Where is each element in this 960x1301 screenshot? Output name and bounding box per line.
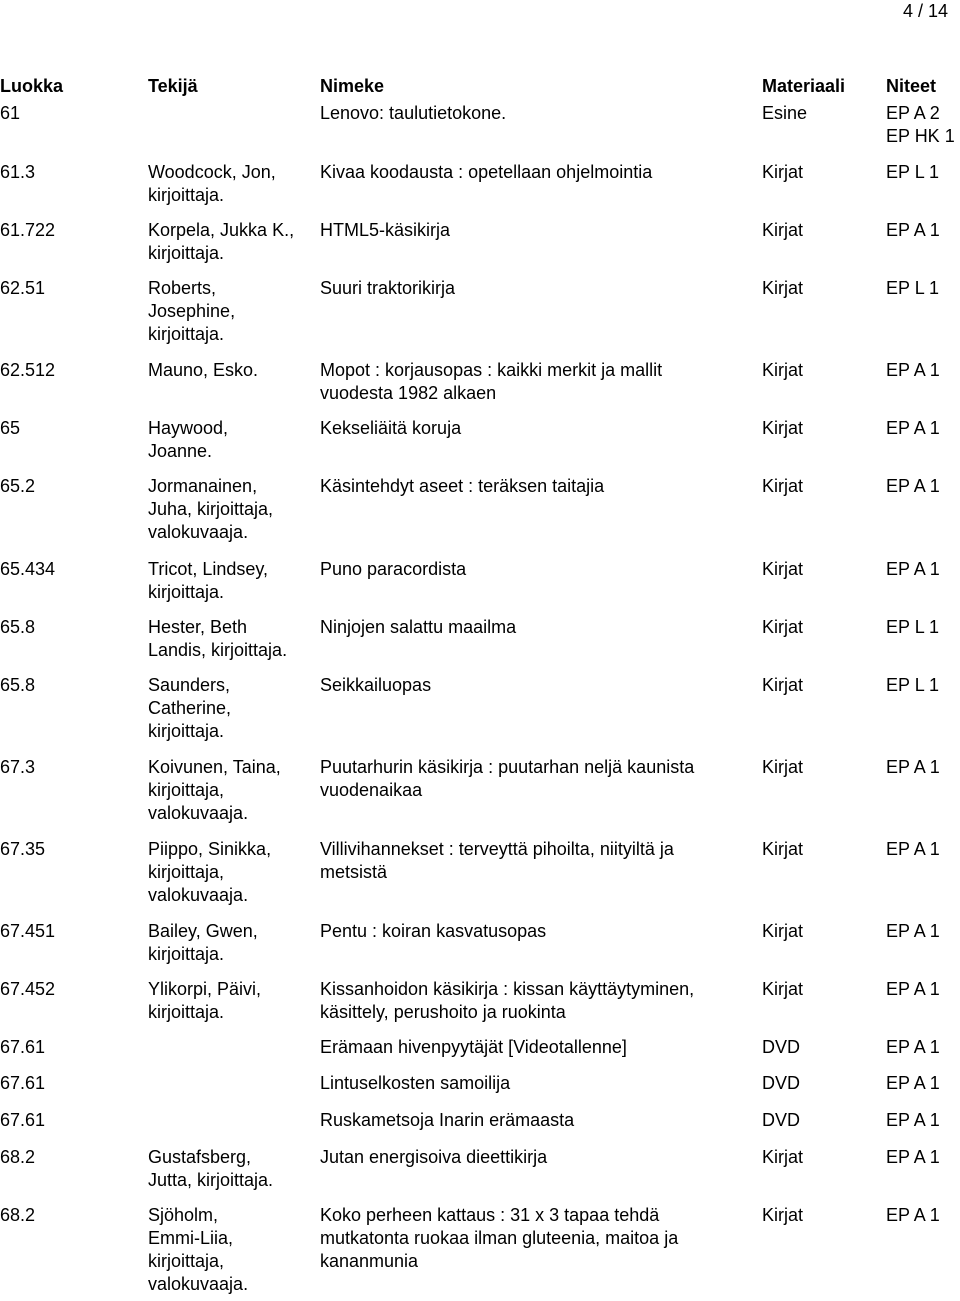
cell-niteet: EP A 2 EP HK 1 — [886, 103, 955, 146]
cell-luokka: 61 — [0, 103, 21, 123]
cell-niteet: EP A 1 — [886, 979, 940, 999]
cell-nimeke: Koko perheen kattaus : 31 x 3 tapaa tehdä mutkatonta ruokaa ilman gluteenia, maitoa ja kananmunia — [320, 1205, 679, 1271]
cell-luokka: 67.61 — [0, 1037, 46, 1057]
header-nimeke: Nimeke — [320, 76, 385, 96]
cell-materiaali: DVD — [762, 1037, 801, 1057]
cell-luokka: 68.2 — [0, 1147, 36, 1167]
cell-nimeke: Mopot : korjausopas : kaikki merkit ja mallit vuodesta 1982 alkaen — [320, 360, 663, 403]
cell-materiaali: Kirjat — [762, 979, 804, 999]
cell-niteet: EP A 1 — [886, 1110, 940, 1130]
cell-niteet: EP A 1 — [886, 1147, 940, 1167]
cell-luokka: 61.722 — [0, 220, 56, 240]
cell-tekija: Mauno, Esko. — [148, 360, 259, 380]
cell-niteet: EP A 1 — [886, 360, 940, 380]
cell-niteet: EP A 1 — [886, 757, 940, 777]
cell-tekija: Roberts, Josephine, kirjoittaja. — [148, 278, 236, 344]
cell-luokka: 65.8 — [0, 675, 36, 695]
cell-materiaali: Kirjat — [762, 162, 804, 182]
cell-tekija: Sjöholm, Emmi-Liia, kirjoittaja, valokuvaaja. — [148, 1205, 249, 1294]
header-niteet: Niteet — [886, 76, 937, 96]
header-luokka: Luokka — [0, 76, 64, 96]
cell-nimeke: Jutan energisoiva dieettikirja — [320, 1147, 548, 1167]
cell-nimeke: Käsintehdyt aseet : teräksen taitajia — [320, 476, 605, 496]
cell-luokka: 67.61 — [0, 1073, 46, 1093]
cell-nimeke: Pentu : koiran kasvatusopas — [320, 921, 547, 941]
cell-materiaali: Kirjat — [762, 476, 804, 496]
cell-niteet: EP A 1 — [886, 559, 940, 579]
cell-luokka: 62.512 — [0, 360, 56, 380]
cell-materiaali: Kirjat — [762, 757, 804, 777]
table-header — [0, 75, 960, 101]
cell-luokka: 67.35 — [0, 839, 46, 859]
cell-niteet: EP A 1 — [886, 220, 940, 240]
cell-niteet: EP L 1 — [886, 617, 940, 637]
cell-niteet: EP L 1 — [886, 675, 940, 695]
cell-luokka: 61.3 — [0, 162, 36, 182]
cell-tekija: Saunders, Catherine, kirjoittaja. — [148, 675, 232, 741]
cell-luokka: 65.2 — [0, 476, 36, 496]
cell-materiaali: Kirjat — [762, 360, 804, 380]
cell-nimeke: HTML5-käsikirja — [320, 220, 451, 240]
cell-niteet: EP L 1 — [886, 278, 940, 298]
cell-tekija: Bailey, Gwen, kirjoittaja. — [148, 921, 258, 964]
cell-niteet: EP A 1 — [886, 418, 940, 438]
cell-nimeke: Kivaa koodausta : opetellaan ohjelmointia — [320, 162, 653, 182]
cell-niteet: EP A 1 — [886, 1037, 940, 1057]
cell-luokka: 65 — [0, 418, 21, 438]
cell-niteet: EP A 1 — [886, 1205, 940, 1225]
cell-materiaali: Kirjat — [762, 418, 804, 438]
cell-nimeke: Kekseliäitä koruja — [320, 418, 462, 438]
cell-niteet: EP A 1 — [886, 476, 940, 496]
cell-luokka: 62.51 — [0, 278, 46, 298]
header-materiaali: Materiaali — [762, 76, 846, 96]
cell-materiaali: Kirjat — [762, 675, 804, 695]
cell-luokka: 67.3 — [0, 757, 36, 777]
cell-tekija: Piippo, Sinikka, kirjoittaja, valokuvaaja. — [148, 839, 272, 905]
header-tekija: Tekijä — [148, 76, 198, 96]
cell-tekija: Hester, Beth Landis, kirjoittaja. — [148, 617, 288, 660]
cell-materiaali: Esine — [762, 103, 808, 123]
cell-nimeke: Lintuselkosten samoilija — [320, 1073, 511, 1093]
cell-luokka: 68.2 — [0, 1205, 36, 1225]
cell-nimeke: Ninjojen salattu maailma — [320, 617, 517, 637]
cell-niteet: EP L 1 — [886, 162, 940, 182]
cell-materiaali: Kirjat — [762, 839, 804, 859]
cell-tekija: Korpela, Jukka K., kirjoittaja. — [148, 220, 295, 263]
cell-nimeke: Puutarhurin käsikirja : puutarhan neljä kaunista vuodenaikaa — [320, 757, 695, 800]
cell-niteet: EP A 1 — [886, 1073, 940, 1093]
cell-tekija: Woodcock, Jon, kirjoittaja. — [148, 162, 276, 205]
cell-nimeke: Ruskametsoja Inarin erämaasta — [320, 1110, 575, 1130]
cell-luokka: 65.434 — [0, 559, 56, 579]
cell-niteet: EP A 1 — [886, 921, 940, 941]
cell-luokka: 65.8 — [0, 617, 36, 637]
cell-materiaali: Kirjat — [762, 617, 804, 637]
cell-tekija: Koivunen, Taina, kirjoittaja, valokuvaaja. — [148, 757, 281, 823]
cell-luokka: 67.451 — [0, 921, 56, 941]
cell-luokka: 67.452 — [0, 979, 56, 999]
cell-tekija: Jormanainen, Juha, kirjoittaja, valokuvaaja. — [148, 476, 274, 542]
cell-materiaali: DVD — [762, 1073, 801, 1093]
cell-nimeke: Suuri traktorikirja — [320, 278, 456, 298]
cell-niteet: EP A 1 — [886, 839, 940, 859]
cell-nimeke: Lenovo: taulutietokone. — [320, 103, 507, 123]
cell-nimeke: Seikkailuopas — [320, 675, 432, 695]
cell-tekija: Haywood, Joanne. — [148, 418, 229, 461]
cell-materiaali: DVD — [762, 1110, 801, 1130]
cell-nimeke: Kissanhoidon käsikirja : kissan käyttäytyminen, käsittely, perushoito ja ruokinta — [320, 979, 695, 1022]
cell-tekija: Gustafsberg, Jutta, kirjoittaja. — [148, 1147, 274, 1190]
cell-materiaali: Kirjat — [762, 1147, 804, 1167]
page-number: 4 / 14 — [902, 1, 948, 21]
cell-tekija: Ylikorpi, Päivi, kirjoittaja. — [148, 979, 262, 1022]
cell-materiaali: Kirjat — [762, 220, 804, 240]
cell-nimeke: Villivihannekset : terveyttä pihoilta, niityiltä ja metsistä — [320, 839, 674, 882]
cell-materiaali: Kirjat — [762, 559, 804, 579]
cell-materiaali: Kirjat — [762, 921, 804, 941]
catalog-table — [0, 75, 960, 1294]
cell-materiaali: Kirjat — [762, 1205, 804, 1225]
cell-materiaali: Kirjat — [762, 278, 804, 298]
cell-nimeke: Puno paracordista — [320, 559, 467, 579]
cell-luokka: 67.61 — [0, 1110, 46, 1130]
cell-tekija: Tricot, Lindsey, kirjoittaja. — [148, 559, 269, 602]
cell-nimeke: Erämaan hivenpyytäjät [Videotallenne] — [320, 1037, 627, 1057]
